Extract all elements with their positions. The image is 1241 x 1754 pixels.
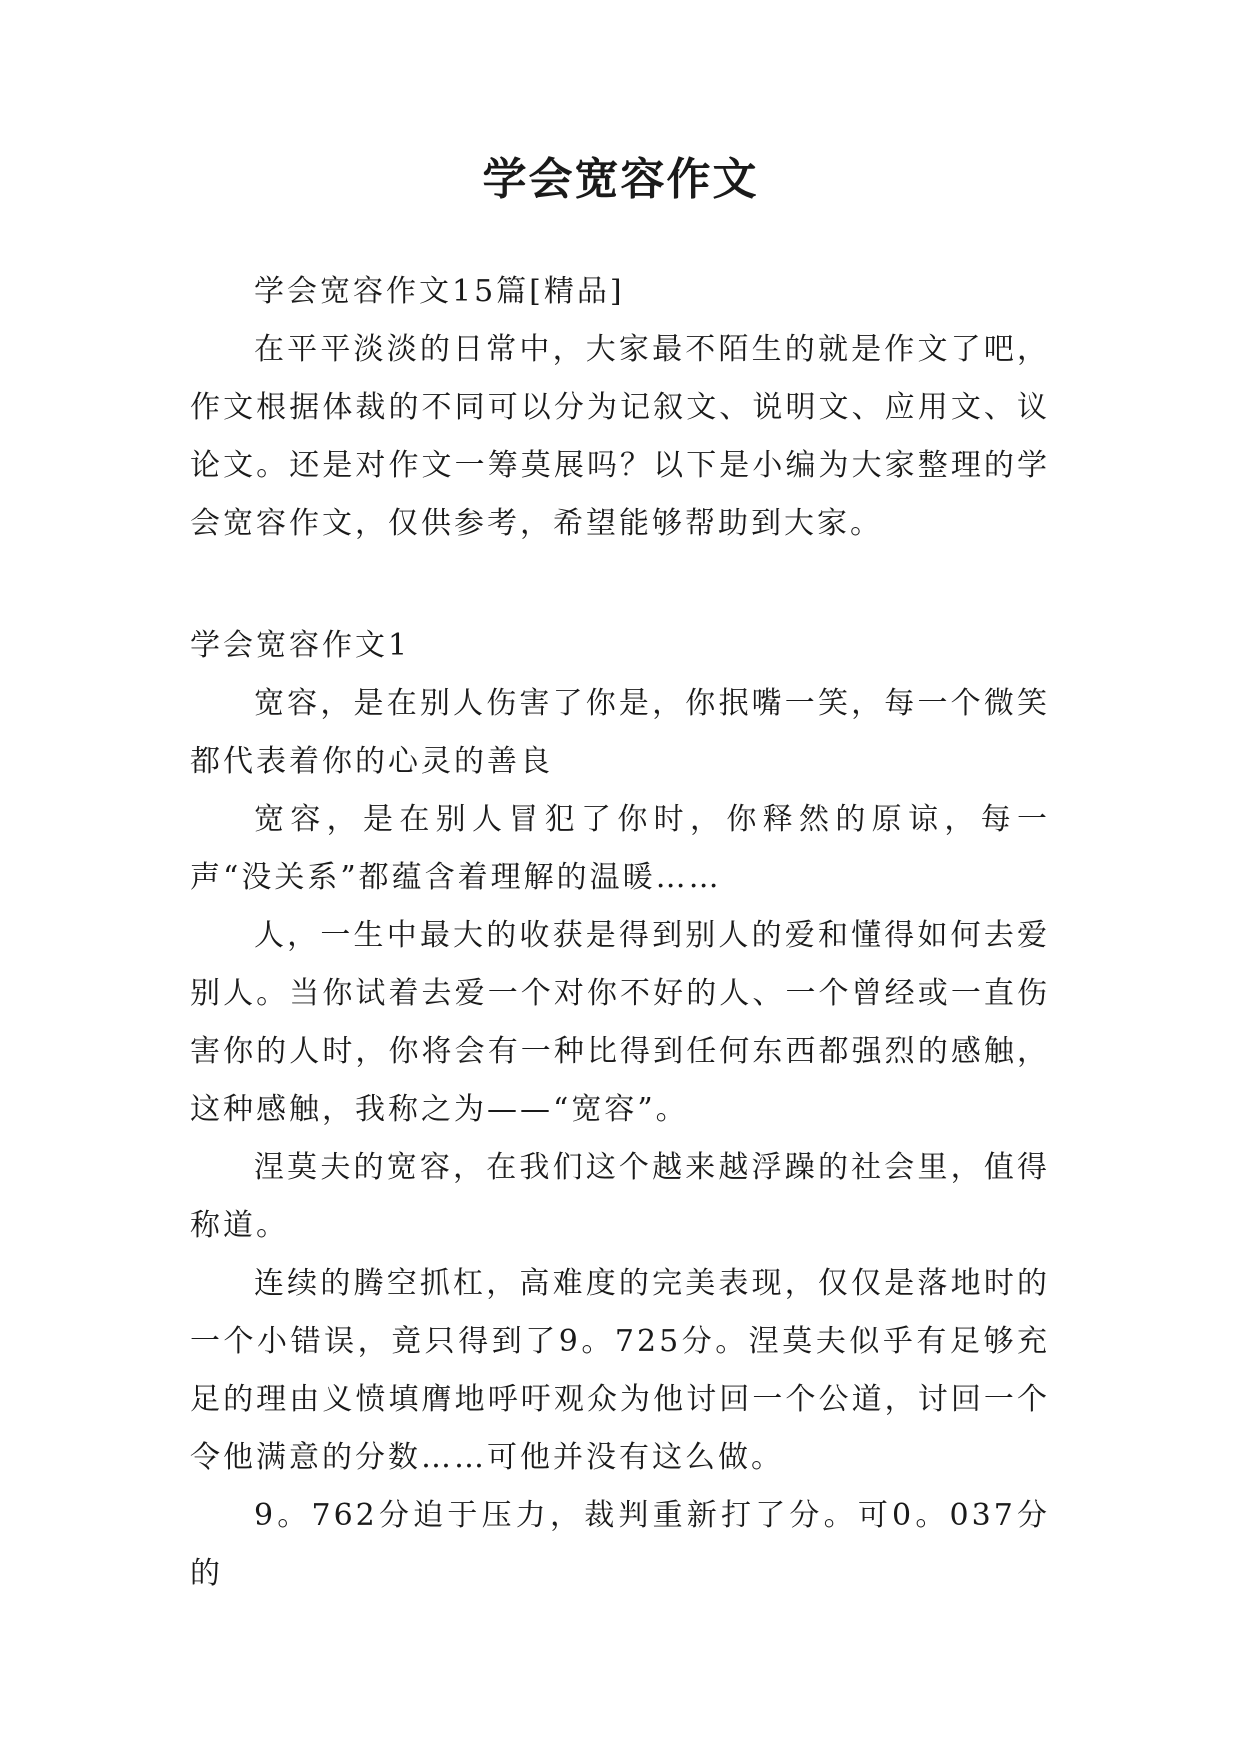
essay-paragraph-1: 宽容，是在别人伤害了你是，你抿嘴一笑，每一个微笑都代表着你的心灵的善良 xyxy=(190,686,1050,779)
intro-paragraph: 在平平淡淡的日常中，大家最不陌生的就是作文了吧，作文根据体裁的不同可以分为记叙文、说明文、应用文、议论文。还是对作文一筹莫展吗？以下是小编为大家整理的学会宽容作文，仅供参考，希望能够帮助到大家。 xyxy=(190,332,1050,541)
document-body xyxy=(190,263,1050,1603)
document-title: 学会宽容作文 xyxy=(482,154,759,205)
document-subtitle: 学会宽容作文15篇[精品] xyxy=(254,274,625,309)
essay-paragraph-5: 连续的腾空抓杠，高难度的完美表现，仅仅是落地时的一个小错误，竟只得到了9。725分。涅莫夫似乎有足够充足的理由义愤填膺地呼吁观众为他讨回一个公道，讨回一个令他满意的分数……可他并没有这么做。 xyxy=(190,1266,1050,1475)
essay-paragraph-6: 9。762分迫于压力，裁判重新打了分。可0。037分的 xyxy=(190,1498,1050,1591)
essay-paragraph-4: 涅莫夫的宽容，在我们这个越来越浮躁的社会里，值得称道。 xyxy=(190,1150,1050,1243)
paragraph-spacer xyxy=(190,553,1050,617)
essay-paragraph-2: 宽容，是在别人冒犯了你时，你释然的原谅，每一声“没关系”都蕴含着理解的温暖…… xyxy=(190,802,1050,895)
essay-paragraph-3: 人，一生中最大的收获是得到别人的爱和懂得如何去爱别人。当你试着去爱一个对你不好的人、一个曾经或一直伤害你的人时，你将会有一种比得到任何东西都强烈的感触，这种感触，我称之为——“宽容”。 xyxy=(190,918,1050,1127)
section-heading: 学会宽容作文1 xyxy=(190,628,411,663)
